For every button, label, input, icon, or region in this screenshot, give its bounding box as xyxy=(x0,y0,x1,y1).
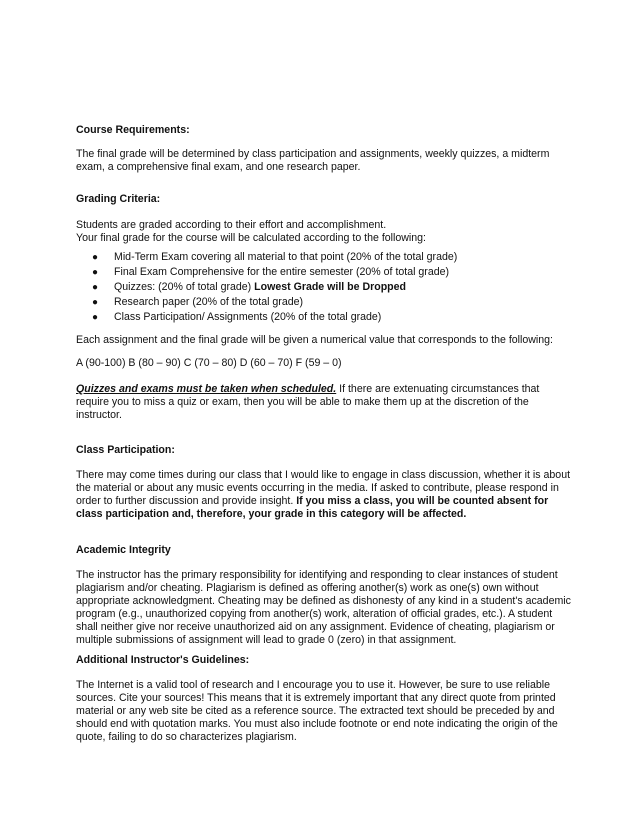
quiz-policy-line: Quizzes and exams must be taken when scheduled. If there are extenuating circumstances that xyxy=(76,383,540,395)
guidelines-line: The Internet is a valid tool of research and I encourage you to use it. However, be sure to use reliable xyxy=(76,679,551,691)
quiz-policy-line: require you to miss a quiz or exam, then you will be able to make them up at the discretion of the xyxy=(76,396,529,408)
grading-criteria-line: Your final grade for the course will be calculated according to the following: xyxy=(76,232,426,244)
academic-integrity-line: plagiarism and/or cheating. Plagiarism is defined as offering another(s) work as one(s) own without xyxy=(76,582,539,594)
list-item: ● Research paper (20% of the total grade) xyxy=(92,296,304,308)
course-requirements-line: The final grade will be determined by class participation and assignments, weekly quizzes, a midterm xyxy=(76,148,550,160)
class-participation-line: the material or about any music events occurring in the media. If asked to contribute, please respond in xyxy=(76,482,559,494)
class-participation-heading: Class Participation: xyxy=(76,444,175,456)
academic-integrity-line: shall neither give nor receive unauthorized aid on any assignment. Evidence of cheating, plagiarism or xyxy=(76,621,555,633)
guidelines-heading: Additional Instructor's Guidelines: xyxy=(76,654,250,666)
grading-criteria-line: Students are graded according to their effort and accomplishment. xyxy=(76,219,387,231)
guidelines-line: should end with quotation marks. You must also include footnote or end note indicating the origin of the xyxy=(76,718,558,730)
academic-integrity-heading: Academic Integrity xyxy=(76,544,171,556)
guidelines-line: material or any web site be cited as a reference source. The extracted text should be preceded by and xyxy=(76,705,555,717)
academic-integrity-line: The instructor has the primary responsibility for identifying and responding to clear instances of student xyxy=(76,569,558,581)
grade-scale: A (90-100) B (80 – 90) C (70 – 80) D (60 – 70) F (59 – 0) xyxy=(76,357,342,369)
grade-breakdown-list xyxy=(76,250,576,325)
bullet-icon: ● xyxy=(92,267,99,278)
list-item: ● Final Exam Comprehensive for the entire semester (20% of total grade) xyxy=(92,266,450,278)
bullet-icon: ● xyxy=(92,282,99,293)
guidelines-line: quote, failing to do so characterizes plagiarism. xyxy=(76,731,297,743)
list-item: ● Mid-Term Exam covering all material to that point (20% of the total grade) xyxy=(92,251,458,263)
list-item: ● Class Participation/ Assignments (20% of the total grade) xyxy=(92,311,382,323)
quiz-policy-line: instructor. xyxy=(76,409,122,421)
bullet-icon: ● xyxy=(92,312,99,323)
class-participation-line: class participation and, therefore, your grade in this category will be affected. xyxy=(76,508,467,520)
guidelines-line: sources. Cite your sources! This means that it is extremely important that any direct quote from printed xyxy=(76,692,556,704)
class-participation-line: order to further discussion and provide insight. If you miss a class, you will be counted absent for xyxy=(76,495,549,507)
academic-integrity-line: program (e.g., unauthorized copying from another(s) work, alteration of official grades, etc.). A student xyxy=(76,608,553,620)
bullet-icon: ● xyxy=(92,252,99,263)
course-requirements-line: exam, a comprehensive final exam, and one research paper. xyxy=(76,161,361,173)
academic-integrity-line: appropriate acknowledgment. Cheating may be defined as dishonesty of any kind in a student's academic xyxy=(76,595,571,607)
grading-criteria-heading: Grading Criteria: xyxy=(76,193,161,205)
bullet-icon: ● xyxy=(92,297,99,308)
course-requirements-heading: Course Requirements: xyxy=(76,124,190,136)
class-participation-line: There may come times during our class that I would like to engage in class discussion, whether it is about xyxy=(76,469,571,481)
quiz-policy-emphasis: Quizzes and exams must be taken when scheduled. xyxy=(76,383,337,395)
grade-scale-intro: Each assignment and the final grade will be given a numerical value that corresponds to the following: xyxy=(76,334,553,346)
lowest-grade-note: Lowest Grade will be Dropped xyxy=(254,281,407,293)
academic-integrity-line: multiple submissions of assignment will lead to grade 0 (zero) in that assignment. xyxy=(76,634,457,646)
list-item: ● Quizzes: (20% of total grade) Lowest Grade will be Dropped xyxy=(92,281,407,293)
